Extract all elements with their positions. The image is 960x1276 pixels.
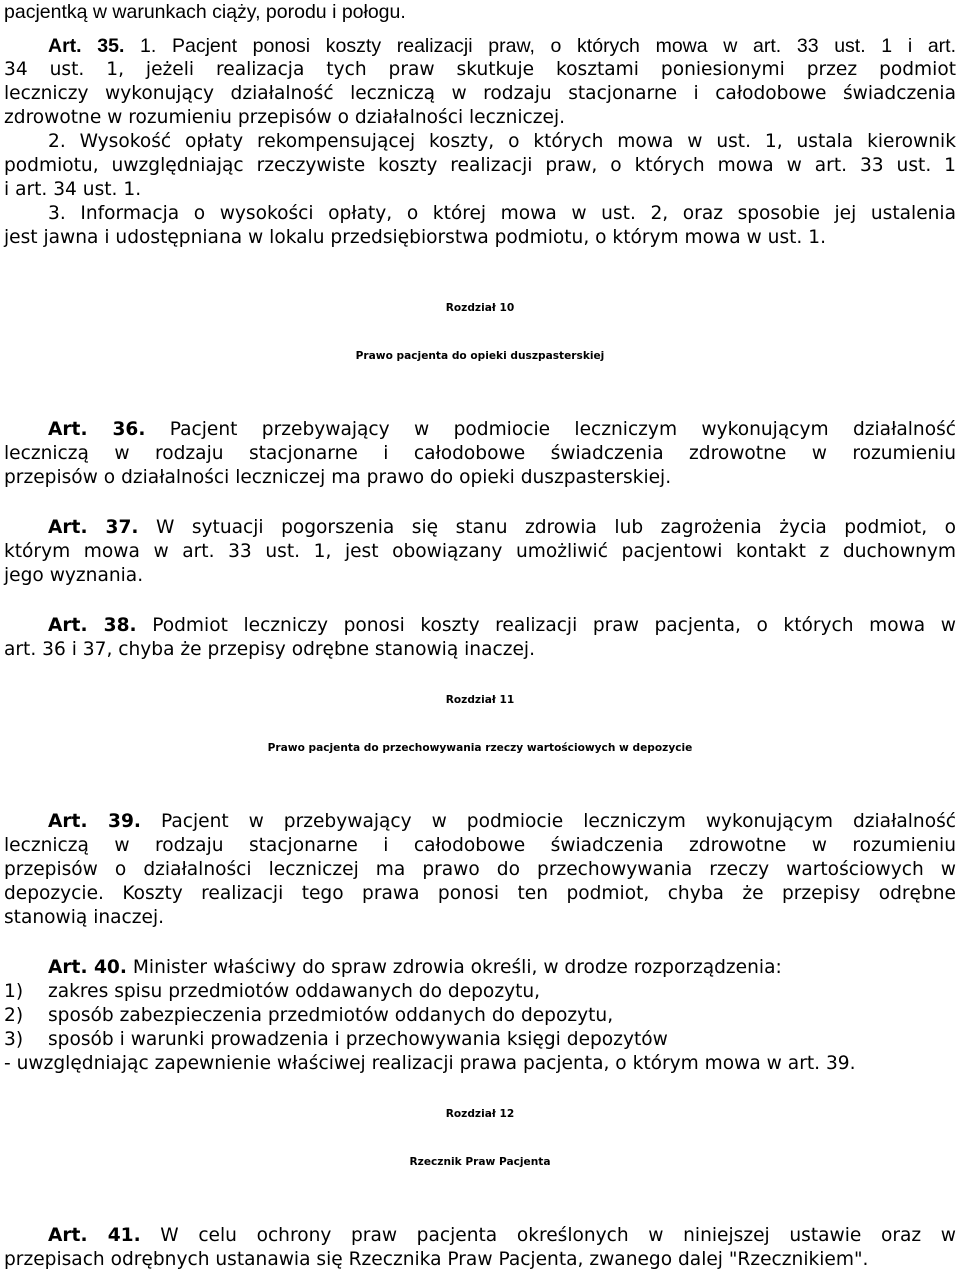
art40-heading: Art. 40. [48,957,127,978]
art40-text: Minister właściwy do spraw zdrowia określi, w drodze rozporządzenia: [132,957,782,978]
art35-text: 2. Wysokość opłaty rekompensującej koszty, o których mowa w ust. 1, ustala kierownik [48,131,956,152]
art35-line: jest jawna i udostępniana w lokalu przedsiębiorstwa podmiotu, o którym mowa w ust. 1. [4,227,826,248]
art39-line: depozycie. Koszty realizacji tego prawa ponosi ten podmiot, chyba że przepisy odrębne [4,883,956,904]
list-number: 1) [4,981,24,1002]
art39-line: stanowią inaczej. [4,907,165,928]
art38-line [4,614,956,638]
art37-heading: Art. 37. [48,517,139,538]
art39-text: Pacjent w przebywający w podmiocie leczniczym wykonującym działalność [160,811,956,832]
art37-line: którym mowa w art. 33 ust. 1, jest obowiązany umożliwić pacjentowi kontakt z duchownym [4,541,956,562]
art35-line: i art. 34 ust. 1. [4,179,142,200]
list-number: 2) [4,1005,24,1026]
art41-line: przepisach odrębnych ustanawia się Rzecznika Praw Pacjenta, zwanego dalej "Rzecznikiem". [4,1249,869,1270]
list-item [4,980,540,1004]
list-item [4,1004,613,1028]
art35-line: zdrowotne w rozumieniu przepisów o działalności leczniczej. [4,107,566,128]
art35-line: podmiotu, uwzględniając rzeczywiste koszty realizacji praw, o których mowa w art. 33 ust. 1 [4,155,956,176]
art39-heading: Art. 39. [48,811,141,832]
art40-tail: - uwzględniając zapewnienie właściwej realizacji prawa pacjenta, o którym mowa w art. 39. [4,1053,856,1074]
art35-line: leczniczy wykonujący działalność leczniczą w rodzaju stacjonarne i całodobowe świadczenia [4,83,956,104]
list-text: zakres spisu przedmiotów oddawanych do depozytu, [48,981,541,1002]
art35-line: 34 ust. 1, jeżeli realizacja tych praw skutkuje kosztami poniesionymi przez podmiot [4,59,956,80]
art38-heading: Art. 38. [48,615,137,636]
art38-line: art. 36 i 37, chyba że przepisy odrębne stanowią inaczej. [4,639,535,660]
art37-text: W sytuacji pogorszenia się stanu zdrowia lub zagrożenia życia podmiot, o [156,517,956,538]
art36-heading: Art. 36. [48,419,146,440]
art36-line: leczniczą w rodzaju stacjonarne i całodobowe świadczenia zdrowotne w rozumieniu [4,443,956,464]
art39-line [4,810,956,834]
chapter-number: Rozdział 11 [445,694,515,706]
art35-line [4,202,956,226]
list-text: sposób i warunki prowadzenia i przechowywania księgi depozytów [48,1029,668,1050]
art35-text: 3. Informacja o wysokości opłaty, o której mowa w ust. 2, oraz sposobie jej ustalenia [48,203,956,224]
list-text: sposób zabezpieczenia przedmiotów oddanych do depozytu, [48,1005,614,1026]
art40-line [4,956,782,980]
chapter-title: Prawo pacjenta do przechowywania rzeczy wartościowych w depozycie [267,742,693,754]
list-number: 3) [4,1029,24,1050]
art36-line: przepisów o działalności leczniczej ma prawo do opieki duszpasterskiej. [4,467,672,488]
art37-line [4,516,956,540]
chapter-number: Rozdział 12 [445,1108,515,1120]
art41-line [4,1224,956,1248]
art35-line [4,130,956,154]
text-line: pacjentką w warunkach ciąży, porodu i połogu. [4,1,406,23]
art35-text: 1. Pacjent ponosi koszty realizacji praw, o których mowa w art. 33 ust. 1 i art. [140,35,956,57]
art36-line [4,418,956,442]
art35-line [4,34,956,58]
art41-text: W celu ochrony praw pacjenta określonych w niniejszej ustawie oraz w [160,1225,956,1246]
art39-line: leczniczą w rodzaju stacjonarne i całodobowe świadczenia zdrowotne w rozumieniu [4,835,956,856]
art37-line: jego wyznania. [4,565,144,586]
art36-text: Pacjent przebywający w podmiocie leczniczym wykonującym działalność [169,419,956,440]
chapter-number: Rozdział 10 [445,302,515,314]
chapter-title: Prawo pacjenta do opieki duszpasterskiej [355,350,605,362]
chapter-title: Rzecznik Praw Pacjenta [409,1156,551,1168]
art38-text: Podmiot leczniczy ponosi koszty realizacji praw pacjenta, o których mowa w [152,615,956,636]
art35-heading: Art. 35. [48,35,125,57]
art39-line: przepisów o działalności leczniczej ma prawo do przechowywania rzeczy wartościowych w [4,859,956,880]
art41-heading: Art. 41. [48,1225,141,1246]
list-item [4,1028,668,1052]
